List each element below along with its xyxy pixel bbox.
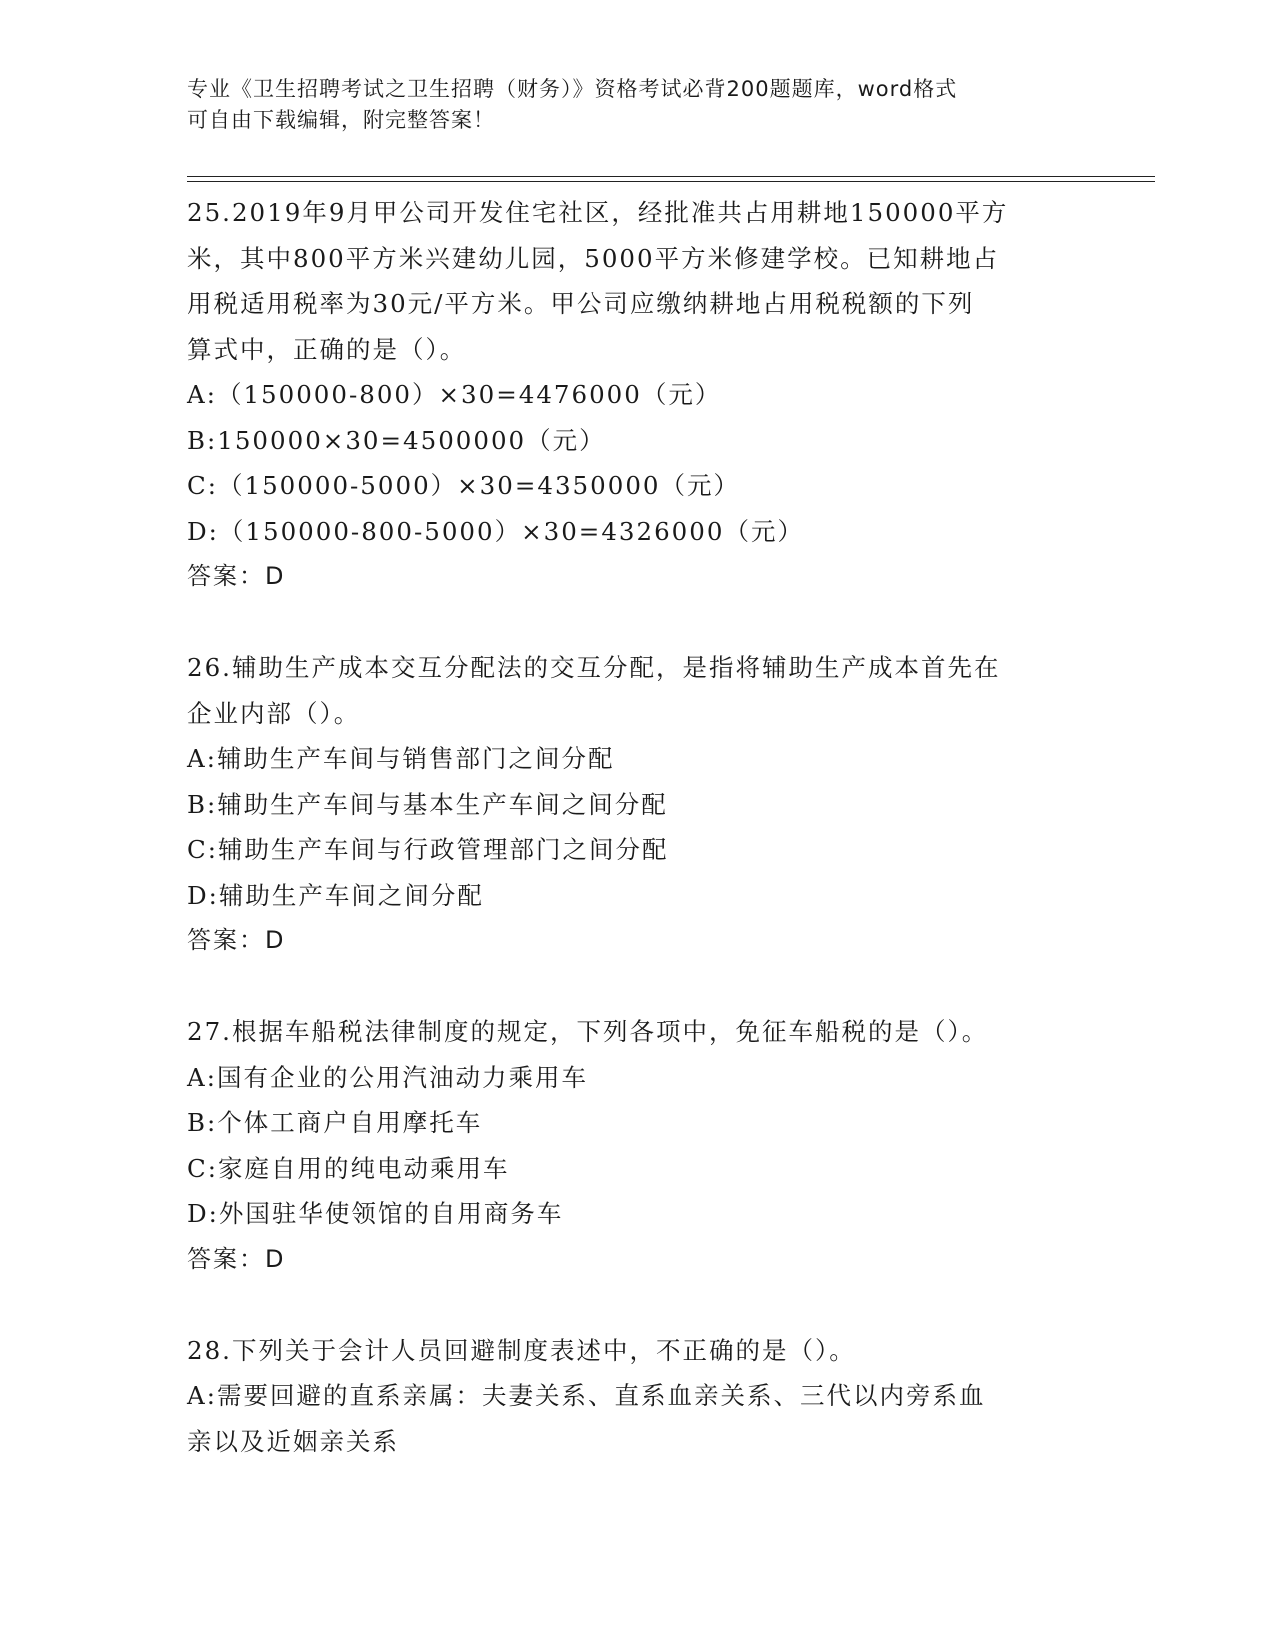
question-spacer (187, 964, 1087, 1010)
header-line-2: 可自由下载编辑，附完整答案！ (187, 108, 495, 132)
answer-line: 答案：D (187, 926, 286, 954)
option-d: D:（150000-800-5000）×30=4326000（元） (187, 516, 804, 546)
answer-line: 答案：D (187, 562, 286, 590)
header-divider-top (187, 176, 1155, 177)
question-28 (187, 1328, 1087, 1465)
answer-line: 答案：D (187, 1244, 286, 1273)
question-spacer (187, 600, 1087, 646)
header-divider-bottom (187, 181, 1155, 182)
question-text-line: 25.2019年9月甲公司开发住宅社区，经批准共占用耕地150000平方 (187, 198, 1009, 227)
question-27 (187, 1009, 1087, 1282)
document-header (187, 74, 1067, 136)
option-b: B:个体工商户自用摩托车 (187, 1108, 483, 1137)
option-a-continuation: 亲以及近姻亲关系 (187, 1426, 399, 1456)
option-b: B:辅助生产车间与基本生产车间之间分配 (187, 789, 668, 819)
option-d: D:外国驻华使领馆的自用商务车 (187, 1199, 564, 1228)
question-spacer (187, 1282, 1087, 1328)
question-text-line: 28.下列关于会计人员回避制度表述中，不正确的是（）。 (187, 1335, 856, 1365)
question-text-line: 27.根据车船税法律制度的规定，下列各项中，免征车船税的是（）。 (187, 1017, 989, 1046)
question-text-line: 企业内部（）。 (187, 698, 361, 728)
question-text-line: 算式中，正确的是（）。 (187, 334, 467, 364)
header-line-1: 专业《卫生招聘考试之卫生招聘（财务）》资格考试必背200题题库，word格式 (187, 77, 958, 101)
option-c: C:家庭自用的纯电动乘用车 (187, 1153, 510, 1183)
option-d: D:辅助生产车间之间分配 (187, 880, 484, 910)
option-a: A:需要回避的直系亲属：夫妻关系、直系血亲关系、三代以内旁系血 (187, 1381, 986, 1410)
question-text-line: 米，其中800平方米兴建幼儿园，5000平方米修建学校。已知耕地占 (187, 243, 1000, 273)
question-text-line: 用税适用税率为30元/平方米。甲公司应缴纳耕地占用税税额的下列 (187, 289, 975, 318)
option-c: C:辅助生产车间与行政管理部门之间分配 (187, 835, 669, 864)
option-a: A:国有企业的公用汽油动力乘用车 (187, 1062, 588, 1092)
option-a: A:（150000-800）×30=4476000（元） (187, 380, 722, 409)
option-b: B:150000×30=4500000（元） (187, 425, 606, 455)
option-a: A:辅助生产车间与销售部门之间分配 (187, 744, 615, 773)
question-list (187, 190, 1087, 1464)
option-c: C:（150000-5000）×30=4350000（元） (187, 471, 740, 500)
question-25 (187, 190, 1087, 600)
question-text-line: 26.辅助生产成本交互分配法的交互分配，是指将辅助生产成本首先在 (187, 653, 1001, 682)
question-26 (187, 645, 1087, 964)
